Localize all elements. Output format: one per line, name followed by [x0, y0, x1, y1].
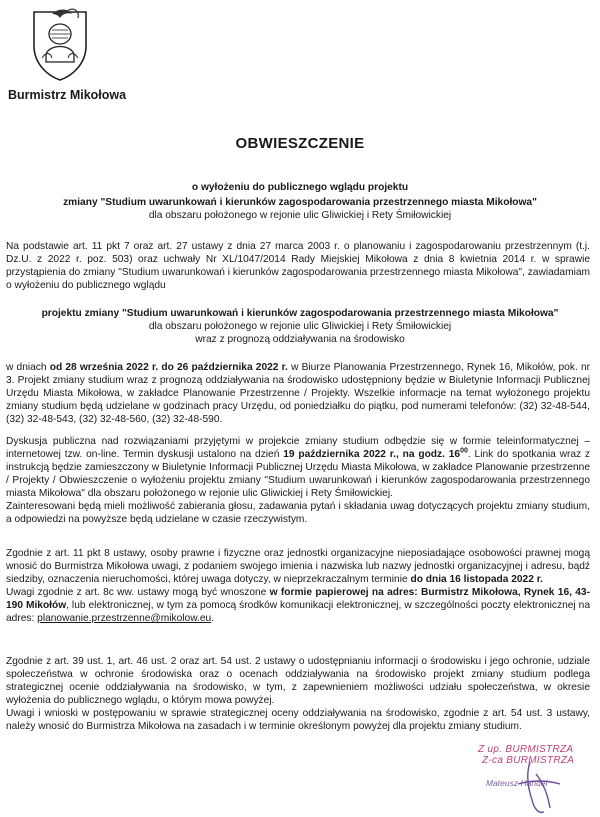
comments-text-b: Uwagi zgodnie z art. 8c ww. ustawy mogą być wnoszone [6, 587, 270, 598]
intro-line-2: zmiany "Studium uwarunkowań i kierunków zagospodarowania przestrzennego miasta Mikołowa" [63, 197, 537, 208]
comments-text-a: Zgodnie z art. 11 pkt 8 ustawy, osoby prawne i fizyczne oraz jednostki organizacyjne nieposiadające osobowości prawnej mogą wnosić do Burmistrza Mikołowa uwagi, z podaniem swojego imienia i nazwiska lub nazwy jednostki organizacyjnej i adresu, bądź siedziby, oznaczenia nieruchomości, której uwaga dotyczy, w nieprzekraczalnym terminie [6, 548, 590, 585]
exhibition-dates: od 28 września 2022 r. do 26 października 2022 r. [49, 362, 288, 373]
coat-of-arms-icon [28, 6, 92, 82]
comments-address: w formie papierowej na adres: Burmistrz Mikołowa, Rynek 16, 43-190 Mikołów [6, 587, 590, 611]
discussion-text-c: Zainteresowani będą mieli możliwość zabierania głosu, zadawania pytań i składania uwag dotyczących projektu zmiany studium, a odpowiedzi na powyższe będą udzielane w czasie rzeczywistym. [6, 501, 590, 525]
dates-rest: w Biurze Planowania Przestrzennego, Rynek 16, Mikołów, pok. nr 3. Projekt zmiany studium wraz z prognozą oddziaływania na środowisko udostępniony będzie w Biuletynie Informacji Publicznej Urzędu Miasta Mikołowa, w zakładce Planowanie Przestrzenne / Projekty. Wszelkie informacje na temat wyłożonego projektu zmiany studium będą udzielane w godzinach pracy Urzędu, od poniedziałku do piątku, pod numerami telefonów: (32) 32-48-544, (32) 32-48-543, (32) 32-48-560, (32) 32-48-590. [6, 362, 591, 425]
environmental-text-b: Uwagi i wnioski w postępowaniu w sprawie strategicznej oceny oddziaływania na środowisko, zgodnie z art. 54 ust. 3 ustawy, należy wnosić do Burmistrza Mikołowa na zasadach i w terminie określonym powyżej dla projektu zmiany studium. [6, 708, 590, 732]
stamp-line-1: Z up. BURMISTRZA [478, 744, 574, 755]
handwritten-signature-icon [488, 754, 588, 816]
paragraph-comments [6, 547, 590, 625]
discussion-time-sup: 00 [460, 447, 468, 455]
stamp-line-3: Mateusz Handel [486, 778, 548, 788]
paragraph-exhibition-dates [6, 361, 590, 426]
dates-prefix: w dniach [6, 362, 50, 373]
comments-text-d: . [211, 613, 215, 624]
document-title: OBWIESZCZENIE [235, 135, 365, 152]
discussion-text-a: Dyskusja publiczna nad rozwiązaniami przyjętymi w projekcie zmiany studium odbędzie się w formie teleinformatycznej – internetowej tzw. on-line. Termin dyskusji ustalono na dzień [6, 436, 590, 460]
discussion-text-b: . Link do spotkania wraz z instrukcją będzie zamieszczony w Biuletynie Informacji Publicznej Urzędu Miasta Mikołowa, w zakładce Planowanie przestrzenne / Projekty / Obwieszczenie o wyłożeniu projektu zmiany "Studium uwarunkowań i kierunków zagospodarowania przestrzennego miasta Mikołowa" dla obszaru położonego w rejonie ulic Gliwickiej i Rety Śmiłowickiej. [6, 449, 591, 499]
project-line-2: dla obszaru położonego w rejonie ulic Gliwickiej i Rety Śmiłowickiej [148, 321, 452, 332]
discussion-date: 19 października 2022 r., na godz. 16 [283, 449, 461, 460]
intro-line-1: o wyłożeniu do publicznego wglądu projektu [191, 182, 409, 193]
email-link[interactable]: planowanie.przestrzenne@mikolow.eu [37, 613, 212, 624]
paragraph-public-discussion [6, 435, 590, 526]
intro-line-3: dla obszaru położonego w rejonie ulic Gliwickiej i Rety Śmiłowickiej [148, 210, 452, 221]
comments-text-c: , lub elektronicznej, w tym za pomocą środków komunikacji elektronicznej, w szczególności poczty elektronicznej na adres: [6, 600, 590, 624]
signature-stamp [448, 744, 598, 816]
environmental-text-a: Zgodnie z art. 39 ust. 1, art. 46 ust. 2 oraz art. 54 ust. 2 ustawy o udostępnianiu informacji o środowisku i jego ochronie, udziale społeczeństwa w ochronie środowiska oraz o ocenach oddziaływania na środowisko projekt zmiany studium podlega strategicznej ocenie oddziaływania na środowisko, w tym, z zapewnieniem możliwości udziału społeczeństwa, w okresie wyłożenia do publicznego wglądu, o którym mowa powyżej. [6, 656, 590, 706]
authority-name: Burmistrz Mikołowa [8, 88, 127, 102]
project-line-3: wraz z prognozą oddziaływania na środowisko [195, 334, 405, 345]
paragraph-environmental [6, 655, 590, 733]
paragraph-legal-basis: Na podstawie art. 11 pkt 7 oraz art. 27 ustawy z dnia 27 marca 2003 r. o planowaniu i zagospodarowaniu przestrzennym (t.j. Dz.U. z 2022 r. poz. 503) oraz uchwały Nr XL/1047/2014 Rady Miejskiej Mikołowa z dnia 8 kwietnia 2014 r. w sprawie przystąpienia do zmiany "Studium uwarunkowań i kierunków zagospodarowania przestrzennego miasta Mikołowa", zawiadamiam o wyłożeniu do publicznego wglądu [6, 241, 590, 291]
stamp-line-2: Z-ca BURMISTRZA [482, 755, 575, 766]
comments-deadline: do dnia 16 listopada 2022 r. [410, 574, 543, 585]
project-line-1: projektu zmiany "Studium uwarunkowań i kierunków zagospodarowania przestrzennego miasta Mikołowa" [41, 308, 559, 319]
